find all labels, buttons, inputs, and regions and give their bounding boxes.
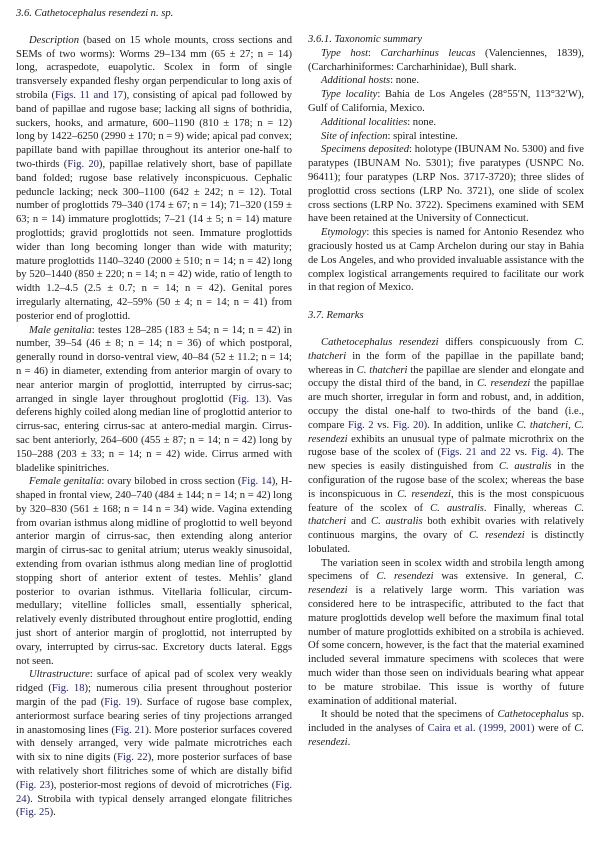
site-of-infection-paragraph: Site of infection: spiral intestine. bbox=[321, 130, 458, 142]
figure-link[interactable]: Fig. 22 bbox=[117, 752, 148, 764]
additional-hosts-paragraph: Additional hosts: none. bbox=[321, 75, 420, 87]
male-genitalia-paragraph: Male genitalia: testes 128–285 (183 ± 54; n = 14; n = 42) in number, 39–54 (46 ± 8; n = 14; n = 36) of which postporal, generally round in dorso-ventral view, 40–84 (52 ± 11.2; n = 14; n = 46) in diameter, extending from anterior margin of ovary to near anterior margin of proglottid, interrupted by cirrus-sac; arranged in single layer throughout proglottid (Fig. 13). Vas deferens highly coiled along median line of proglottid anterior to cirrus-sac, entering cirrus-sac at antero-medial margin. Cirrus-sac bent anteriorly, 264–600 (455 ± 87; n = 14; n = 42) long by 150–288 (203 ± 33; n = 14; n = 42) wide. Cirrus armed with bladelike spinitriches. bbox=[16, 324, 293, 474]
figure-link[interactable]: Fig. 25 bbox=[19, 807, 50, 819]
figure-link[interactable]: Fig. 20 bbox=[67, 158, 99, 170]
figure-link[interactable]: Fig. 21 bbox=[114, 724, 146, 736]
female-genitalia-paragraph: Female genitalia: ovary bilobed in cross section (Fig. 14), H-shaped in frontal view, 240–740 (484 ± 144; n = 14; n = 42) long by 320–830 (561 ± 168; n = 14 n = 34) wide. Vagina extending from ovarian isthmus along midline of proglottid to well beyond anterior margin of cirrus-sac, then extending along anterior margin of cirrus-sac to genital atrium; uterus weakly sinusoidal, extending from ovarian isthmus along median line of proglottid stopping short of anterior extent of testes. Mehlis’ gland posterior to ovarian isthmus. Vitellaria follicular, circum-medullary; vitelline follicles small, essentially spherical, relatively evenly distributed throughout entire proglottid, ending just short of anterior margin of proglottid, not interrupted by ovary, interrupted by cirrus-sac. Excretory ducts lateral. Eggs not seen. bbox=[16, 476, 292, 667]
figure-link[interactable]: Fig. 19 bbox=[104, 697, 137, 709]
figure-link[interactable]: Fig. 24 bbox=[16, 779, 293, 805]
specimens-deposited-label: Specimens deposited bbox=[321, 144, 410, 156]
figure-link[interactable]: Fig. 13 bbox=[232, 393, 266, 405]
figure-link[interactable]: Fig. 23 bbox=[19, 779, 51, 791]
figure-link[interactable]: Figs. 21 and 22 bbox=[441, 447, 511, 459]
section-heading-species: 3.6. Cathetocephalus resendezi n. sp. bbox=[16, 8, 174, 19]
subsection-heading-taxonomic-summary: 3.6.1. Taxonomic summary bbox=[308, 34, 423, 45]
figure-link[interactable]: Figs. 11 and 17 bbox=[55, 89, 124, 101]
type-locality-paragraph: Type locality: Bahia de Los Angeles (28°55′N, 113°32′W), Gulf of California, Mexico. bbox=[308, 89, 584, 114]
site-of-infection-label: Site of infection bbox=[321, 130, 388, 142]
type-host-label: Type host bbox=[321, 47, 369, 59]
type-host-paragraph: Type host: Carcharhinus leucas (Valenciennes, 1839), (Carcharhiniformes: Carcharhinidae), Bull shark. bbox=[308, 47, 584, 73]
additional-localities-label: Additional localities bbox=[321, 116, 408, 128]
ultrastructure-label: Ultrastructure bbox=[29, 669, 90, 681]
left-column bbox=[16, 0, 292, 820]
section-heading-remarks: 3.7. Remarks bbox=[308, 310, 364, 322]
additional-localities-paragraph: Additional localities: none. bbox=[321, 116, 437, 128]
ultrastructure-paragraph: Ultrastructure: surface of apical pad of scolex very weakly ridged (Fig. 18); numerous cilia present throughout posterior margin of the pad (Fig. 19). Surface of rugose base complex, anteriormost surface bearing series of tiny projections arranged in anastomosing lines (Fig. 21). More posterior surfaces covered with densely arranged, very wide palmate microtriches each with six to nine digits (Fig. 22), more posterior surfaces of base with relatively short filitriches some of which are distally bifid (Fig. 23), posterior-most regions of devoid of microtriches (Fig. 24). Strobila with typical densely arranged elongate filitriches (Fig. 25). bbox=[16, 669, 293, 819]
etymology-paragraph: Etymology: this species is named for Antonio Resendez who graciously hosted us at Camp Archelon during our stay in Bahia de Los Angeles, and who provided invaluable assistance with the complex logistical arrangements required to facilitate our work in that region of Mexico. bbox=[308, 227, 584, 294]
description-label: Description bbox=[29, 34, 80, 46]
remarks-paragraph-3: It should be noted that the specimens of Cathetocephalus sp. included in the analyses of Caira et al. (1999, 2001) were of C. resendezi. bbox=[308, 709, 585, 749]
additional-hosts-label: Additional hosts bbox=[321, 75, 391, 87]
female-genitalia-label: Female genitalia bbox=[29, 476, 102, 488]
figure-link[interactable]: Fig. 2 bbox=[348, 419, 374, 431]
figure-link[interactable]: Fig. 18 bbox=[51, 683, 85, 695]
male-genitalia-label: Male genitalia bbox=[29, 324, 92, 336]
citation-link[interactable]: Caira et al. (1999, 2001) bbox=[427, 723, 535, 735]
specimens-deposited-paragraph: Specimens deposited: holotype (IBUNAM No. 5300) and five paratypes (IBUNAM No. 5301); five paratypes (USNPC No. 96411); four paratypes (LRP Nos. 3717-3720); three slides of proglottid cross sections (LRP No. 3721), one slide of scolex cross sections (LRP No. 3722). Specimens examined with SEM have been retained at the University of Connecticut. bbox=[308, 144, 584, 225]
right-column bbox=[308, 0, 584, 750]
remarks-paragraph-2: The variation seen in scolex width and strobila length among specimens of C. resendezi was extensive. In general, C. resendezi is a relatively large worm. This variation was considered here to be intraspecific, attributed to the fact that mature proglottids develop well before the maximum final total number of mature proglottids exhibited on a strobila is achieved. Of some concern, however, is the fact that the material examined included several immature specimens with scoleces that were much wider than those seen on individuals bearing what appear to be mature strobilae. This issue is worthy of future examination of additional material. bbox=[308, 557, 584, 707]
etymology-label: Etymology bbox=[321, 227, 367, 239]
type-locality-label: Type locality bbox=[321, 89, 378, 101]
figure-link[interactable]: Fig. 20 bbox=[392, 419, 424, 431]
host-species-name: Carcharhinus leucas bbox=[380, 47, 476, 59]
description-paragraph: Description (based on 15 whole mounts, cross sections and SEMs of two worms): Worms 29–134 mm (65 ± 27; n = 14) long, acraspedote, euapolytic. Scolex in form of single transversely expanded fleshy organ perpendicular to long axis of strobila (Figs. 11 and 17), consisting of apical pad followed by band of papillae and rugose base; lacking all signs of bothridia, suckers, hooks, and armature, 600–1190 (810 ± 178; n = 12) long by 1422–6250 (2990 ± 170; n = 9) wide; apical pad convex; papillate band with papillae throughout its anterior one-half to two-thirds (Fig. 20), papillae relatively short, base of papillate band folded; rugose base relatively inconspicuous. Cephalic peduncle lacking; neck 300–1100 (642 ± 242; n = 12). Total number of proglottids 79–340 (174 ± 67; n = 14); 71–320 (159 ± 63; n = 14) immature proglottids; 7–21 (14 ± 5; n = 14) mature proglottids; gravid proglottids not seen. Immature proglottids wider than long becoming longer than wide with maturity; mature proglottids 1140–3240 (2000 ± 510; n = 14; n = 42) long by 520–1440 (850 ± 220; n = 14; n = 42) wide, ratio of length to width 1.2–4.5 (2.5 ± 0.7; n = 14; n = 42). Genital pores irregularly alternating, 42–59% (50 ± 4; n = 14; n = 41) from posterior end of proglottid. bbox=[16, 34, 292, 322]
figure-link[interactable]: Fig. 4 bbox=[531, 447, 558, 459]
remarks-paragraph-1: Cathetocephalus resendezi differs conspicuously from C. thatcheri in the form of the papillae in the papillate band; whereas in C. thatcheri the papillae are slender and elongate and occupy the distal third of the band, in C. resendezi the papillae are much shorter, irregular in form and robust, and, in addition, occupy the distal one-half to two-thirds of the band (i.e., compare Fig. 2 vs. Fig. 20). In addition, unlike C. thatcheri, C. resendezi exhibits an unusual type of palmate microthrix on the rugose base of the scolex of (Figs. 21 and 22 vs. Fig. 4). The new species is easily distinguished from C. australis in the configuration of the rugose base of the scolex; whereas the base is inconspicuous in C. resendezi, this is the most conspicuous feature of the scolex of C. australis. Finally, whereas C. thatcheri and C. australis both exhibit ovaries with relatively continuous margins, the ovary of C. resendezi is distinctly lobulated. bbox=[308, 336, 585, 555]
figure-link[interactable]: Fig. 14 bbox=[241, 476, 272, 488]
